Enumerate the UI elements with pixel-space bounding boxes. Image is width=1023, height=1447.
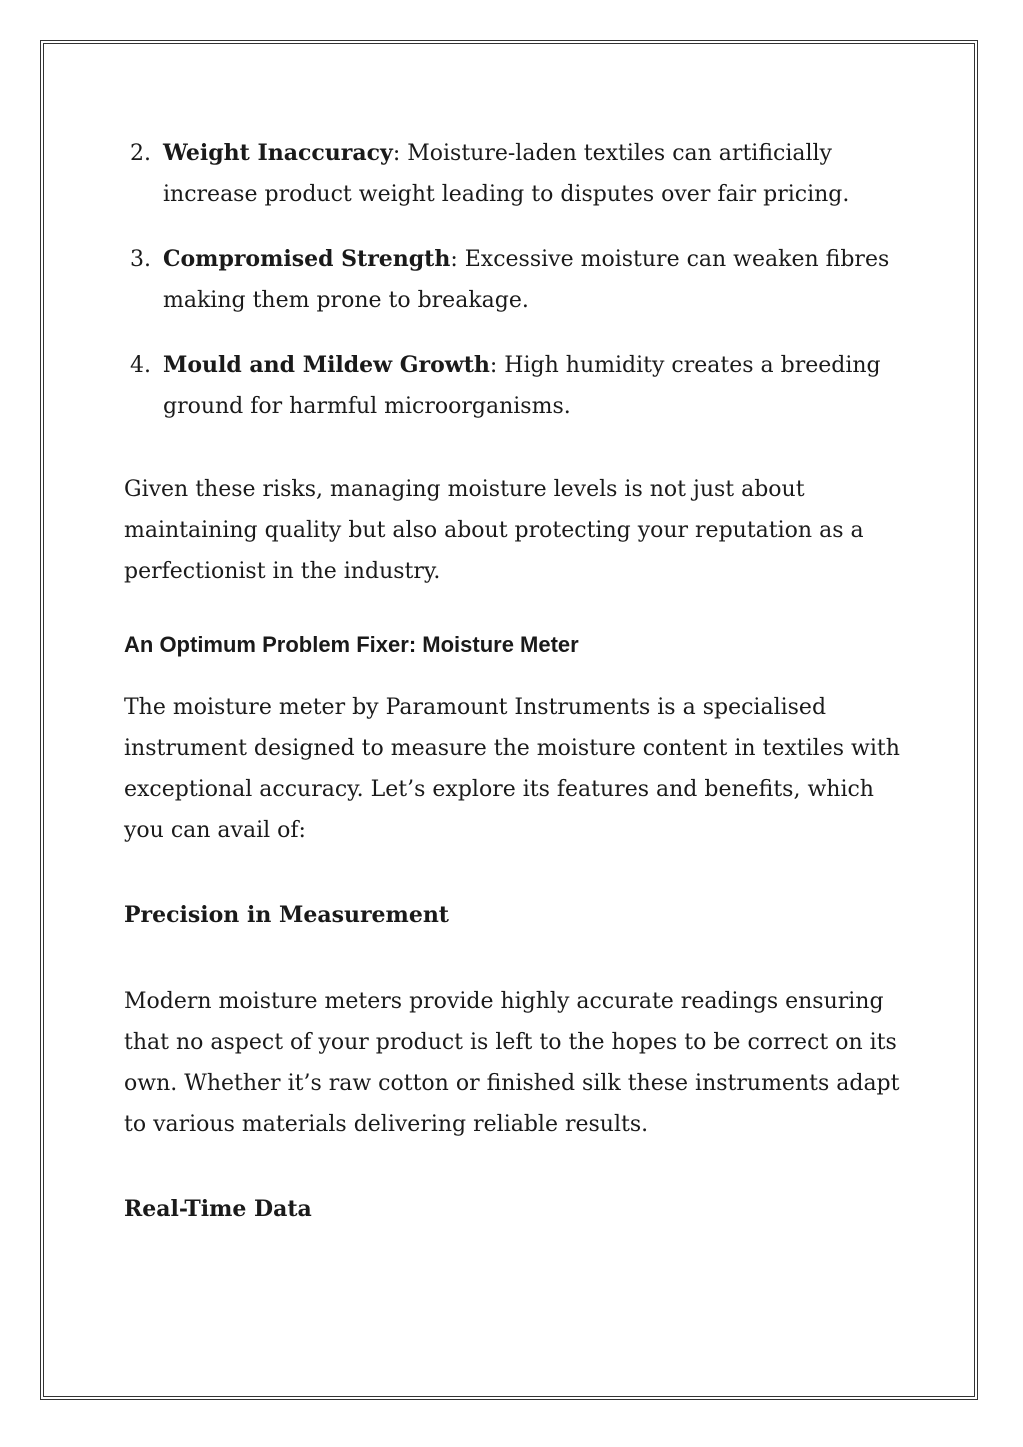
paragraph-precision: Modern moisture meters provide highly accurate readings ensuring that no aspect of your product is left to the hopes to be correct on its own. Whether it’s raw cotton or finished silk these instruments adapt to various materials delivering reliable results. — [124, 989, 900, 1137]
list-item — [124, 133, 904, 215]
list-text: : Moisture-laden textiles can artificially increase product weight leading to disputes over fair pricing. — [163, 141, 850, 207]
list-term: Compromised Strength — [163, 246, 451, 272]
section-heading: An Optimum Problem Fixer: Moisture Meter — [124, 632, 579, 657]
list-number: 2. — [130, 141, 151, 166]
numbered-list — [124, 133, 904, 427]
list-number: 3. — [130, 247, 151, 272]
list-text: : Excessive moisture can weaken fibres making them prone to breakage. — [163, 247, 890, 313]
list-item — [124, 345, 904, 427]
paragraph-risks: Given these risks, managing moisture levels is not just about maintaining quality but also about protecting your reputation as a perfectionist in the industry. — [124, 477, 864, 584]
subheading-realtime: Real-Time Data — [124, 1196, 312, 1222]
list-item — [124, 239, 904, 321]
list-text: : High humidity creates a breeding ground for harmful microorganisms. — [163, 353, 881, 419]
list-term: Mould and Mildew Growth — [163, 352, 490, 378]
subheading-precision: Precision in Measurement — [124, 902, 449, 928]
document-body — [124, 133, 904, 1230]
paragraph-intro: The moisture meter by Paramount Instruments is a specialised instrument designed to measure the moisture content in textiles with exceptional accuracy. Let’s explore its features and benefits, which you can avail of: — [124, 695, 900, 843]
list-number: 4. — [130, 353, 151, 378]
list-term: Weight Inaccuracy — [163, 140, 393, 166]
